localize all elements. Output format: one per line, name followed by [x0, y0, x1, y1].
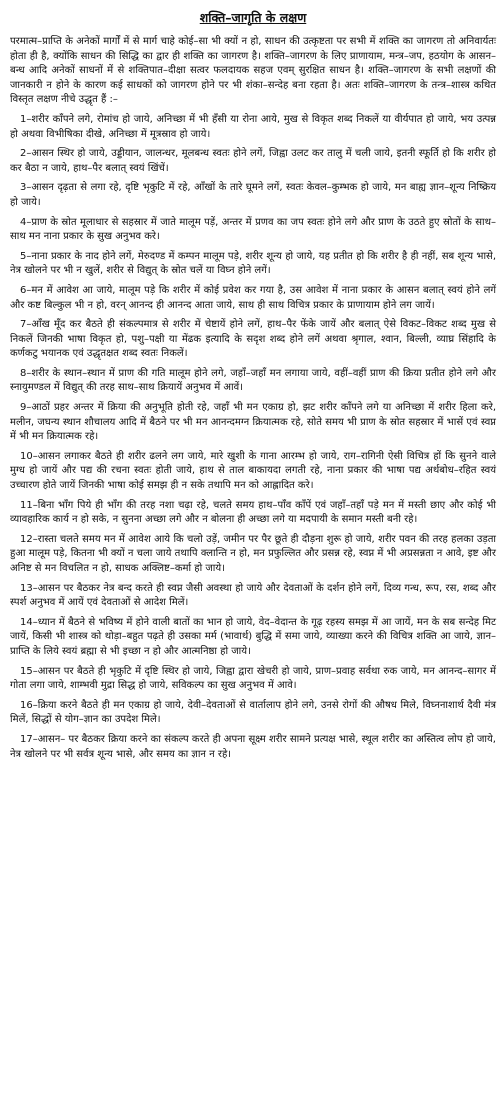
list-item: 17–आसन– पर बैठकर क्रिया करने का संकल्प करते ही अपना सूक्ष्म शरीर सामने प्रत्यक्ष भासे, स्थूल शरीर का अस्तित्व लोप हो जाये, नेत्र खोलने पर भी सर्वत्र शून्य भासे, और समय का ज्ञान न रहे। — [10, 733, 496, 760]
list-item: 13–आसन पर बैठकर नेत्र बन्द करते ही स्वप्न जैसी अवस्था हो जाये और देवताओं के दर्शन होने लगें, दिव्य गन्ध, रूप, रस, शब्द और स्पर्श अनुभव में आयें एवं देवताओं से आदेश मिलें। — [10, 582, 496, 609]
list-item: 1–शरीर काँपने लगे, रोमांच हो जाये, अनिच्छा में भी हँसी या रोना आये, मुख से विकृत शब्द निकलें या वीर्यपात हो जाये, भय उत्पन्न हो अथवा विभीषिका दीखे, अनिच्छा में मूत्रस्राव हो जाये। — [10, 113, 496, 140]
list-item: 4–प्राण के स्रोत मूलाधार से सहस्रार में जाते मालूम पड़ें, अन्तर में प्रणव का जप स्वतः होने लगे और प्राण के उठते हुए स्रोतों के साथ–साथ मन नाना प्रकार के सुख अनुभव करे। — [10, 216, 496, 243]
list-item: 7–आँख मूँद कर बैठते ही संकल्पमात्र से शरीर में चेष्टायें होने लगें, हाथ–पैर फेंके जायें और बलात् ऐसे विकट–विकट शब्द मुख से निकलें जिनकी भाषा विकृत हो, पशु–पक्षी या मेंढक इत्यादि के सदृश शब्द होने लगें अथवा श्रृगाल, श्वान, बिल्ली, व्याघ्र सिंहादि के कर्णकटु भयानक एवं उद्धृतक्षत शब्द स्वतः निकलें। — [10, 319, 496, 360]
list-item: 12–रास्ता चलते समय मन में आवेश आये कि चलो उड़ें, जमीन पर पैर छूते ही दौड़ना शुरू हो जाये, शरीर पवन की तरह हलका उड़ता हुआ मालूम पड़े, कितना भी क्यों न चला जाये तथापि क्लान्ति न हो, मन प्रफुल्लित और प्रसन्न रहे, स्वप्न में भी अप्रसन्नता न आवे, इष्ट और अनिष्ट से मन विचलित न हो, साधक अक्लिष्ट–कर्मा हो जाये। — [10, 533, 496, 574]
list-item: 9–आठों प्रहर अन्तर में क्रिया की अनुभूति होती रहे, जहाँ भी मन एकाग्र हो, झट शरीर काँपने लगे या अनिच्छा में शरीर हिला करे, मलीन, जघन्य स्थान शौचालय आदि में बैठने पर भी मन आनन्दमग्न क्रियात्मक रहे, सोते समय भी प्राण के स्रोत सहस्रार में भासें एवं स्वप्न में भी मन क्रियात्मक रहे। — [10, 402, 496, 443]
page-title: शक्ति–जागृति के लक्षण — [199, 10, 307, 25]
list-item: 10–आसन लगाकर बैठते ही शरीर ढलने लग जाये, मारे खुशी के गाना आरम्भ हो जाये, राग–रागिनी ऐसी विचित्र हों कि सुनने वाले मुग्ध हो जायें और पद्य की रचना स्वतः होती जाये, हाथ से ताल बाकायदा लगती रहे, नाना प्रकार की भाषा पद्य अर्थबोध–रहित स्वयं उच्चारण होते जायें जिनकी भाषा कोई समझ ही न सके तथापि मन को आह्लादित करे। — [10, 450, 496, 492]
list-item: 3–आसन दृढ़ता से लगा रहे, दृष्टि भृकुटि में रहे, आँखों के तारे घूमने लगें, स्वतः केवल–कुम्भक हो जाये, मन बाह्य ज्ञान–शून्य निष्क्रिय हो जाये। — [10, 182, 496, 208]
list-item: 15–आसन पर बैठते ही भृकुटि में दृष्टि स्थिर हो जाये, जिह्वा द्वारा खेचरी हो जाये, प्राण–प्रवाह सर्वथा रुक जाये, मन आनन्द–सागर में गोता लगा जाये, शाम्भवी मुद्रा सिद्ध हो जाये, सविकल्प का सुख अनुभव में आवे। — [10, 665, 496, 692]
list-item: 11–बिना भाँग पिये ही भाँग की तरह नशा चढ़ा रहे, चलते समय हाथ–पाँव काँपें एवं जहाँ–तहाँ पड़े मन में मस्ती छाए और कोई भी व्यावहारिक कार्य न हो सके, न सुनना अच्छा लगे और न बोलना ही अच्छा लगे या मदपायी के समान मस्ती बनी रहे। — [10, 499, 496, 526]
list-item: 16–क्रिया करने बैठते ही मन एकाग्र हो जाये, देवी–देवताओं से वार्तालाप होने लगे, उनसे रोगों की औषध मिले, विघ्ननाशार्थ दैवी मंत्र मिलें, सिद्धों से योग–ज्ञान का उपदेश मिले। — [10, 699, 496, 726]
list-item: 14–ध्यान में बैठने से भविष्य में होने वाली बातों का भान हो जाये, वेद–वेदान्त के गूढ़ रहस्य समझ में आ जायें, मन के सब सन्देह मिट जायें, किसी भी शास्त्र को थोड़ा–बहुत पढ़ते ही उसका मर्म (भावार्थ) बुद्धि में समा जाये, व्याख्या करने की विचित्र शक्ति आ जाये, ज्ञान–प्राप्ति के लिये स्वयं ब्रह्मा से भी इच्छा न हो और आत्मनिष्ठा हो जाये। — [10, 616, 496, 657]
intro-paragraph: परमात्म–प्राप्ति के अनेकों मार्गों में से मार्ग चाहे कोई–सा भी क्यों न हो, साधन की उत्कृष्टता पर सभी में शक्ति का जागरण तो अनिवार्यतः होता ही है, क्योंकि साधन की सिद्धि का द्वार ही शक्ति का जागरण है। शक्ति–जागरण के लिए प्राणायाम, मन्त्र–जप, हठयोग के आसन–बन्ध आदि अनेकों साधनों में से शक्तिपात–दीक्षा सत्वर फलदायक सहज एवम् सुरक्षित साधन है। शक्ति–जागरण के सभी लक्षणों की जानकारी न होने के कारण कई साधकों को जागरण होने पर भी शंका–सन्देह बना रहता है। अतः शक्ति–जागरण के तन्त्र–शास्त्र कथित विस्तृत लक्षण नीचे उद्धृत हैं :– — [10, 36, 496, 106]
list-item: 6–मन में आवेश आ जाये, मालूम पड़े कि शरीर में कोई प्रवेश कर गया है, उस आवेश में नाना प्रकार के आसन बलात् स्वयं होने लगें और कष्ट बिल्कुल भी न हो, वरन् आनन्द ही आनन्द आता जाये, साथ ही साथ विचित्र प्रकार के प्राणायाम होने लग जायें। — [10, 284, 496, 311]
list-item: 2–आसन स्थिर हो जाये, उड्डीयान, जालन्धर, मूलबन्ध स्वतः होने लगें, जिह्वा उलट कर तालु में चली जाये, इतनी स्फूर्ति हो कि शरीर हो कर बैठा न जाये, हाथ–पैर बलात् स्वयं खिंचें। — [10, 148, 496, 174]
list-item: 5–नाना प्रकार के नाद होने लगें, मेरुदण्ड में कम्पन मालूम पड़े, शरीर शून्य हो जाये, यह प्रतीत हो कि शरीर है ही नहीं, सब शून्य भासे, नेत्र खोलने पर भी न खुलें, शरीर से विद्युत् के स्रोत चलें या विघ्न होने लगें। — [10, 250, 496, 277]
list-item: 8–शरीर के स्थान–स्थान में प्राण की गति मालूम होने लगे, जहाँ–जहाँ मन लगाया जाये, वहीं–वहीं प्राण की क्रिया प्रतीत होने लगे और स्नायुमण्डल में विद्युत् की तरह साथ–साथ क्रियायें अनुभव में आवें। — [10, 367, 496, 394]
